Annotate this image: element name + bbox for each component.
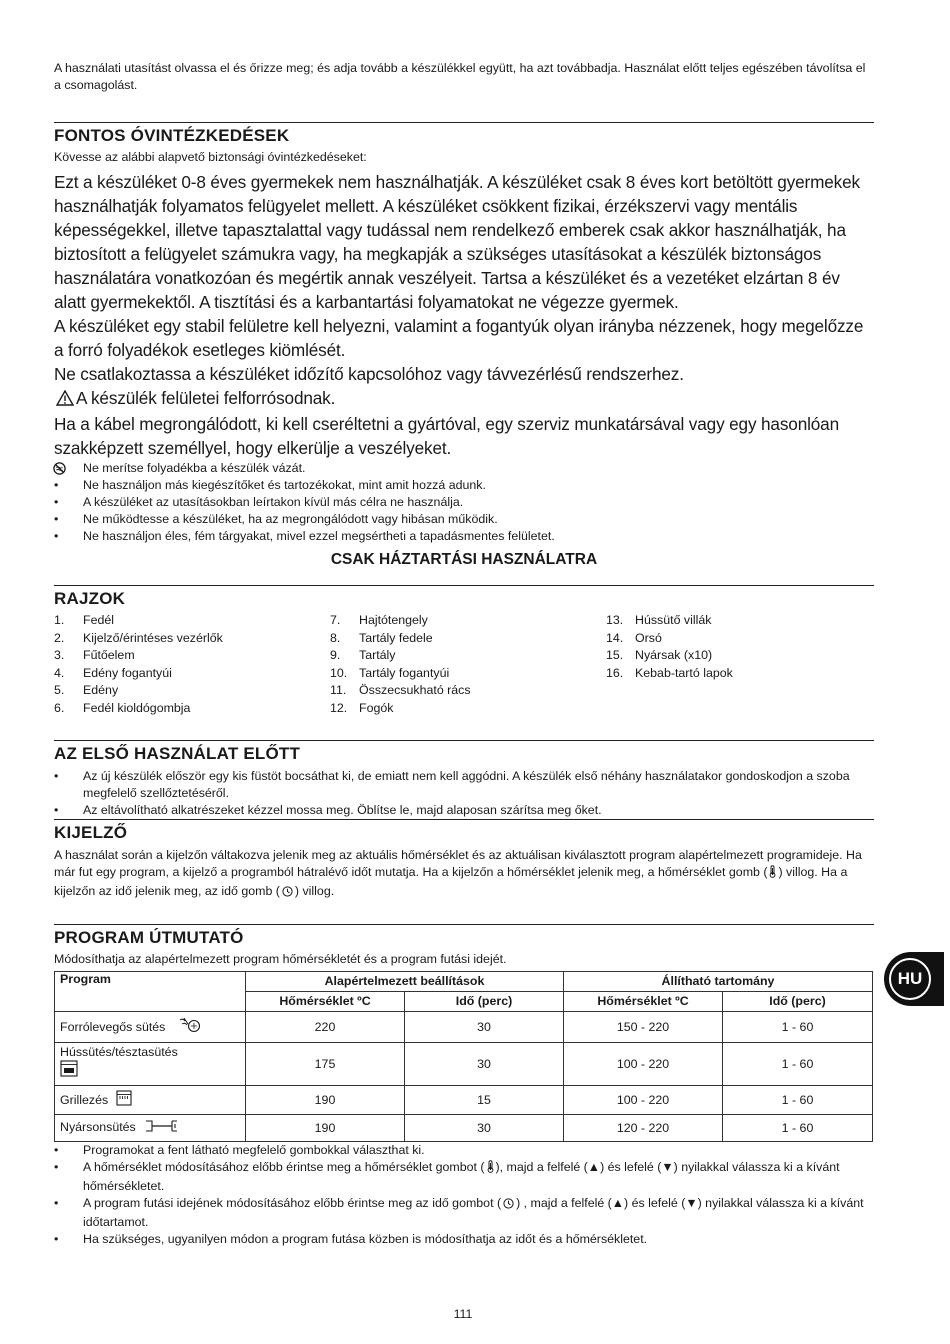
part-item: 3. Fűtőelem [54,648,135,663]
hot-surface-text: A készülék felületei felforrósodnak. [76,388,336,408]
list-item: • Ne használjon éles, fém tárgyakat, mivel ezzel megsértheti a tapadásmentes felületet. [54,528,874,545]
language-badge [884,952,944,1006]
table-cell: 120 - 220 [564,1114,723,1141]
table-cell: 1 - 60 [723,1085,873,1114]
drawings-title: RAJZOK [54,589,126,608]
table-header-range: Állítható tartomány [564,971,873,991]
table-cell: 100 - 220 [564,1085,723,1114]
household-use-notice: CSAK HÁZTARTÁSI HASZNÁLATRA [330,551,598,568]
table-row [55,1085,873,1114]
safety-title: FONTOS ÓVINTÉZKEDÉSEK [54,126,290,145]
intro-text: A használati utasítást olvassa el és őrizze meg; és adja tovább a készülékkel együtt, ha azt továbbadja. Használat előtt teljes egészében távolítsa el a csomagolást. [54,61,866,92]
list-item: • Ne működtesse a készüléket, ha az megrongálódott vagy hibásan működik. [54,511,874,528]
list-item: • Ne használjon más kiegészítőket és tartozékokat, mint amit hozzá adunk. [54,477,874,494]
safety-bullets [54,460,874,545]
language-code: HU [889,958,931,1000]
program-subtitle: Módosíthatja az alapértelmezett program hőmérsékletét és a program futási idejét. [54,951,507,966]
part-item: 10. Tartály fogantyúi [330,665,450,680]
table-cell: 15 [405,1085,564,1114]
rotisserie-icon [145,1119,179,1136]
part-item: 11. Összecsukható rács [330,683,471,698]
list-item: • Ha szükséges, ugyanilyen módon a program futása közben is módosíthatja az időt és a hőmérsékletet. [54,1231,874,1248]
part-item: 9. Tartály [330,648,396,663]
table-header-temp-range: Hőmérséklet ºC [564,991,723,1011]
table-cell: 190 [246,1085,405,1114]
table-cell: 30 [405,1011,564,1042]
thermometer-icon [769,865,776,883]
program-name-cell: Forrólevegős sütés [55,1011,246,1042]
list-item: • A program futási idejének módosításához előbb érintse meg az idő gombot ( ) , majd a felfelé (▲) és lefelé (▼) nyilakkal válassza ki a kívánt időtartamot. [54,1195,874,1231]
program-notes [54,1142,874,1248]
part-item: 4. Edény fogantyúi [54,665,172,680]
safety-paragraph-timer: Ne csatlakoztassa a készüléket időzítő kapcsolóhoz vagy távvezérlésű rendszerhez. [54,364,684,384]
list-item: • Az új készülék először egy kis füstöt bocsáthat ki, de emiatt nem kell aggódni. A készülék első néhány használatakor gondoskodjon a szoba megfelelő szellőztetéséről. [54,768,874,802]
first-use-bullets [54,768,874,819]
parts-list [54,612,874,718]
program-table [54,971,873,1142]
thermometer-icon [487,1160,494,1178]
clock-icon [503,1197,514,1214]
table-cell: 175 [246,1042,405,1085]
safety-paragraph-hot [54,386,874,412]
table-header-time: Idő (perc) [405,991,564,1011]
display-title: KIJELZŐ [54,822,128,842]
table-row [55,1042,873,1085]
part-item: 12. Fogók [330,700,394,715]
first-use-title: AZ ELSŐ HASZNÁLAT ELŐTT [54,743,301,763]
grill-icon [116,1090,132,1109]
warning-triangle-icon [56,388,74,412]
table-cell: 30 [405,1042,564,1085]
table-cell: 190 [246,1114,405,1141]
part-item: 6. Fedél kioldógombja [54,700,191,715]
program-name-cell: Grillezés [55,1085,246,1114]
safety-paragraph-stable: A készüléket egy stabil felületre kell helyezni, valamint a fogantyúk olyan irányba nézzenek, hogy megelőzze a forró folyadékok esetleges kiömlését. [54,316,864,360]
list-item: • A hőmérséklet módosításához előbb érintse meg a hőmérséklet gombot ( ), majd a felfelé (▲) és lefelé (▼) nyilakkal válassza ki a kívánt hőmérsékletet. [54,1159,874,1195]
roast-bake-icon [60,1060,78,1080]
manual-page [54,60,874,1248]
part-item: 15. Nyársak (x10) [606,648,713,663]
part-item: 5. Edény [54,683,119,698]
safety-paragraph-cable: Ha a kábel megrongálódott, ki kell cseréltetni a gyártóval, egy szerviz munkatársával vagy egy hasonlóan szakképzett személlyel, hogy elkerülje a veszélyeket. [54,414,839,458]
hot-air-icon [179,1017,203,1036]
safety-paragraph-children: Ezt a készüléket 0-8 éves gyermekek nem használhatják. A készüléket csak 8 éves kort betöltött gyermekek használhatják folyamatos felügyelet mellett. A készüléket csökkent fizikai, érzékszervi vagy mentális képességekkel, illetve tapasztalattal vagy tudással nem rendelkező emberek csak akkor használhatják, ha biztosított a felügyelet számukra vagy, ha megkapják a szükséges utasításokat a készülék biztonságos használatára vonatkozóan és megértik annak veszélyeit. Tartsa a készüléket és a vezetéket elzártan 8 év alatt gyermekektől. A tisztítási és a karbantartási folyamatokat ne végezze gyermek. [54,172,860,312]
part-item: 16. Kebab-tartó lapok [606,665,733,680]
list-item: • Programokat a fent látható megfelelő gombokkal választhat ki. [54,1142,874,1159]
list-item: • Az eltávolítható alkatrészeket kézzel mossa meg. Öblítse le, majd alaposan szárítsa meg őket. [54,802,874,819]
table-cell: 30 [405,1114,564,1141]
table-header-time-range: Idő (perc) [723,991,873,1011]
part-item: 13. Hússütő villák [606,613,712,627]
table-header-program: Program [55,971,246,1011]
table-row [55,1114,873,1141]
table-cell: 1 - 60 [723,1011,873,1042]
safety-subtitle: Kövesse az alábbi alapvető biztonsági óvintézkedéseket: [54,150,367,164]
parts-column-1 [54,612,330,718]
table-cell: 1 - 60 [723,1042,873,1085]
table-cell: 150 - 220 [564,1011,723,1042]
part-item: 1. Fedél [54,613,114,627]
table-cell: 220 [246,1011,405,1042]
parts-column-2 [330,612,606,718]
table-cell: 100 - 220 [564,1042,723,1085]
table-header-temp: Hőmérséklet ºC [246,991,405,1011]
list-item: • A készüléket az utasításokban leírtakon kívül más célra ne használja. [54,494,874,511]
program-title: PROGRAM ÚTMUTATÓ [54,927,244,947]
page-number: 111 [453,1307,473,1321]
program-name-cell: Hússütés/tésztasütés [55,1042,246,1085]
list-item: Ne merítse folyadékba a készülék vázát. [54,460,874,477]
display-text: A használat során a kijelzőn váltakozva jelenik meg az aktuális hőmérséklet és az aktuálisan kiválasztott program alapértelmezett programideje. Ha már fut egy program, a kijelző a programból hátralévő időt mutatja. Ha a kijelzőn a hőmérséklet jelenik meg, a hőmérséklet gomb ( ) villog. Ha a kijelzőn az idő jelenik meg, az idő gomb ( ) villog. [54,847,874,902]
table-row [55,1011,873,1042]
parts-column-3 [606,612,856,718]
program-name-cell: Nyársonsütés [55,1114,246,1141]
table-header-default: Alapértelmezett beállítások [246,971,564,991]
part-item: 2. Kijelző/érintéses vezérlők [54,630,223,645]
clock-icon [282,885,293,902]
part-item: 8. Tartály fedele [330,630,433,645]
table-cell: 1 - 60 [723,1114,873,1141]
part-item: 14. Orsó [606,630,662,645]
part-item: 7. Hajtótengely [330,613,428,627]
